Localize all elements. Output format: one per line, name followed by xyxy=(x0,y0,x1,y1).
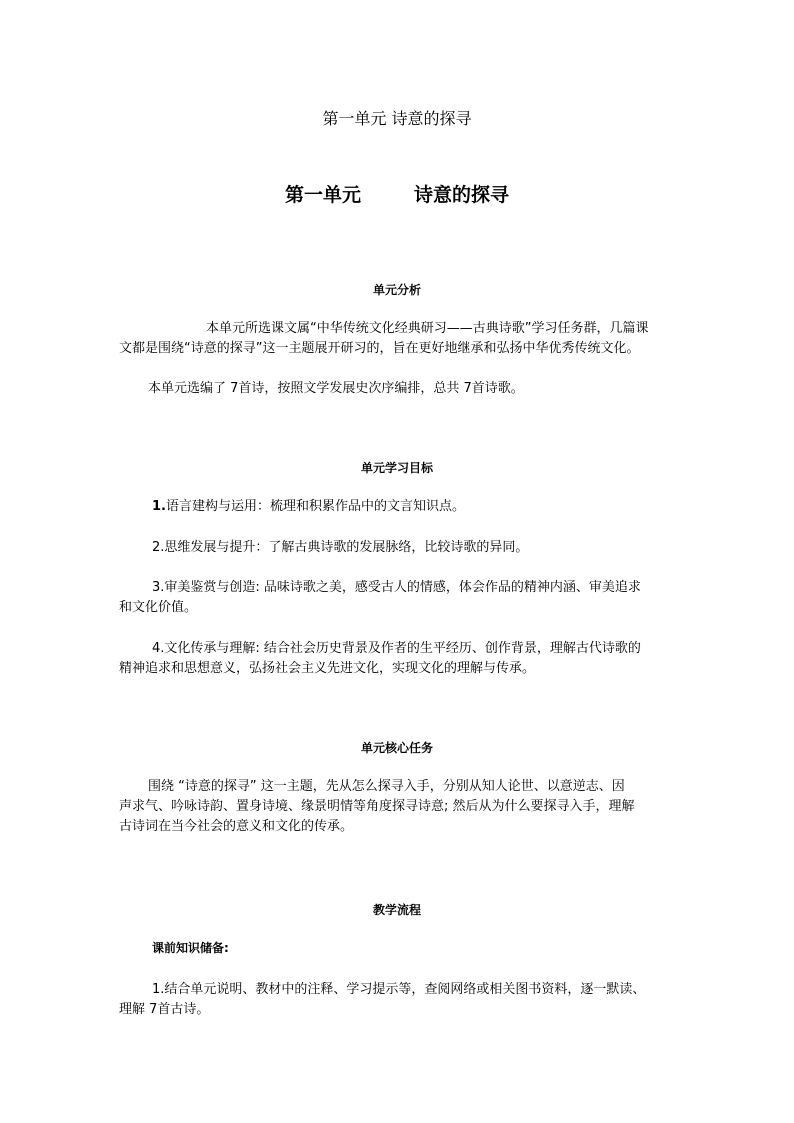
goal-3-line-2: 和文化价值。 xyxy=(119,600,198,615)
goal-2-text: 2.思维发展与提升：了解古典诗歌的发展脉络，比较诗歌的异同。 xyxy=(152,540,529,555)
page-header-title: 第一单元 诗意的探寻 xyxy=(322,109,472,128)
analysis-p1-line-2: 文都是围绕“诗意的探寻”这一主题展开研习的，旨在更好地继承和弘扬中华优秀传统文化。 xyxy=(119,341,640,356)
goal-4-line-2: 精神追求和思想意义，弘扬社会主义先进文化，实现文化的理解与传承。 xyxy=(119,661,536,676)
goal-4-line-1: 4.文化传承与理解: 结合社会历史背景及作者的生平经历、创作背景，理解古代诗歌的 xyxy=(152,641,641,656)
section-heading-tasks: 单元核心任务 xyxy=(360,741,433,755)
goal-3-line-1: 3.审美鉴赏与创造: 品味诗歌之美，感受古人的情感，体会作品的精神内涵、审美追求 xyxy=(152,580,641,595)
tasks-line-2: 声求气、吟咏诗韵、置身诗境、缘景明情等角度探寻诗意; 然后从为什么要探寻入手，理解 xyxy=(119,799,635,814)
goal-item-4 xyxy=(119,639,675,679)
main-title: 第一单元 诗意的探寻 xyxy=(285,184,509,206)
goal-1-number: 1. xyxy=(152,499,166,514)
tasks-line-1: 围绕 “诗意的探寻” 这一主题，先从怎么探寻入手，分别从知人论世、以意逆志、因 xyxy=(148,779,625,794)
sub-heading-preparation: 课前知识储备: xyxy=(152,941,229,955)
analysis-p1-line-1: 本单元所选课文属“中华传统文化经典研习——古典诗歌”学习任务群，几篇课 xyxy=(206,321,649,336)
process-item-1-line-2: 理解 7首古诗。 xyxy=(119,1002,210,1017)
goal-item-2 xyxy=(119,538,675,558)
goal-item-1 xyxy=(119,497,675,517)
analysis-paragraph-1 xyxy=(119,319,675,359)
goal-item-3 xyxy=(119,578,675,618)
section-heading-goals: 单元学习目标 xyxy=(360,461,433,475)
section-heading-analysis: 单元分析 xyxy=(372,283,421,297)
tasks-line-3: 古诗词在当今社会的意义和文化的传承。 xyxy=(119,819,354,834)
analysis-paragraph-2 xyxy=(119,379,675,399)
analysis-p2-line: 本单元选编了 7首诗，按照文学发展史次序编排，总共 7首诗歌。 xyxy=(148,381,524,396)
section-heading-process: 教学流程 xyxy=(372,903,421,917)
goal-1-text: 语言建构与运用：梳理和积累作品中的文言知识点。 xyxy=(165,499,465,514)
tasks-paragraph xyxy=(119,777,675,837)
process-item-1 xyxy=(119,980,675,1020)
process-item-1-line-1: 1.结合单元说明、教材中的注释、学习提示等，查阅网络或相关图书资料，逐一默读、 xyxy=(152,982,646,997)
